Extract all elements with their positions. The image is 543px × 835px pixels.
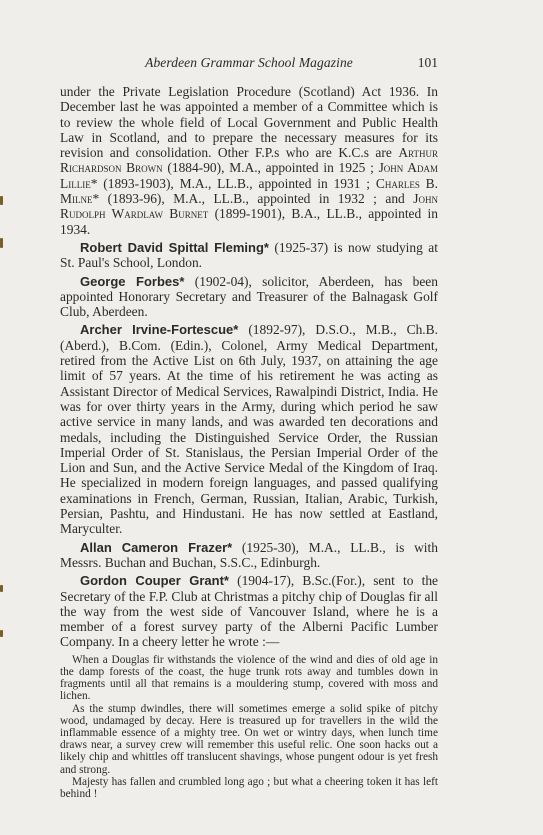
person-name: John Rudolph Wardlaw Burnet	[60, 191, 438, 222]
page-header	[60, 55, 438, 75]
quote-paragraph: When a Douglas fir withstands the violence of the wind and dies of old age in the damp forests of the coast, the huge trunk rots away and tumbles down in fragments until all that remains is a mouldering stump, covered with moss and lichen.	[60, 653, 438, 703]
person-name: Charles B. Milne*	[60, 175, 438, 207]
paragraph-irvine-fortescue: Archer Irvine-Fortescue* (1892-97), D.S.O., M.B., Ch.B. (Aberd.), B.Com. (Edin.), Colonel, Army Medical Department, retired from the Active List on 6th July, 1937, on attaining the age limit of 57 years. At the time of his retirement he was acting as Assistant Director of Medical Services, Rawalpindi District, India. He was for over thirty years in the Army, during which period he saw active service in many lands, and was awarded ten decorations and medals, including the Distinguished Service Order, the Russian Imperial Order of St. Stanislaus, the Persian Imperial Order of the Lion and Sun, and the Active Service Medal of the Kingdom of Iraq. He specialized in modern foreign languages, and passed qualifying examinations in French, German, Russian, Italian, Arabic, Turkish, Persian, Pashtu, and Hindustani. He has now settled at Eastland, Maryculter.	[60, 322, 438, 537]
margin-mark	[0, 630, 3, 637]
paragraph-frazer: Allan Cameron Frazer* (1925-30), M.A., LL.B., is with Messrs. Buchan and Buchan, S.S.C., Edinburgh.	[60, 539, 438, 570]
quote-paragraph: Majesty has fallen and crumbled long ago ; but what a cheering token it has left behind !	[60, 775, 438, 800]
block-quote	[60, 654, 438, 800]
person-name: Archer Irvine-Fortescue*	[80, 322, 239, 338]
person-name: Gordon Couper Grant*	[80, 573, 229, 589]
quote-paragraph: As the stump dwindles, there will sometimes emerge a solid spike of pitchy wood, undamaged by decay. Here is treasured up for travellers in the wild the inflammable essence of a mighty tree. On wet or wintry days, when lunch time draws near, a survey crew will remember this useful relic. One soon hacks out a likely chip and whittles off translucent shavings, whose pungent odour is yet fresh and strong.	[60, 702, 438, 776]
person-name: Robert David Spittal Fleming*	[80, 239, 269, 255]
person-name: Arthur Richardson Brown	[60, 145, 438, 176]
person-name: John Adam Lillie*	[60, 160, 438, 191]
margin-mark	[0, 238, 3, 248]
paragraph-grant: Gordon Couper Grant* (1904-17), B.Sc.(For.), sent to the Secretary of the F.P. Club at Christmas a pitchy chip of Douglas fir all the way from the west side of Vancouver Island, where he is a member of a forest survey party of the Alberni Pacific Lumber Company. In a cheery letter he wrote :—	[60, 573, 439, 650]
page-number: 101	[417, 55, 438, 70]
person-name: George Forbes*	[80, 273, 185, 289]
margin-mark	[0, 196, 3, 205]
person-name: Allan Cameron Frazer*	[80, 539, 233, 555]
running-title: Aberdeen Grammar School Magazine	[145, 55, 353, 70]
margin-mark	[0, 585, 3, 592]
paragraph-forbes: George Forbes* (1902-04), solicitor, Aberdeen, has been appointed Honorary Secretary and Treasurer of the Balnagask Golf Club, Aberdeen.	[60, 273, 438, 320]
paragraph-fleming: Robert David Spittal Fleming* (1925-37) is now studying at St. Paul's School, London.	[60, 239, 438, 271]
paragraph-kcs: under the Private Legislation Procedure (Scotland) Act 1936. In December last he was appointed a member of a Committee which is to review the whole field of Local Government and Public Health Law in Scotland, and to prepare the necessary measures for its revision and consolidation. Other F.P.s who are K.C.s are Arthur Richardson Brown (1884-90), M.A., appointed in 1925 ; John Adam Lillie* (1893-1903), M.A., LL.B., appointed in 1931 ; Charles B. Milne* (1893-96), M.A., LL.B., appointed in 1932 ; and John Rudolph Wardlaw Burnet (1899-1901), B.A., LL.B., appointed in 1934.	[60, 84, 438, 237]
article-body	[60, 84, 438, 800]
